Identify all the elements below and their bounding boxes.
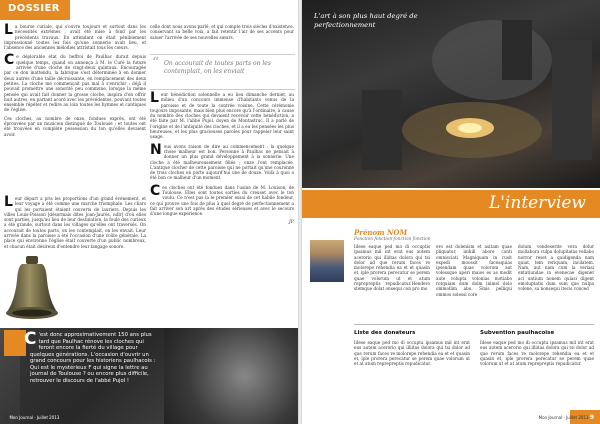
paragraph: celle dont nous avons parlé, et qui compte trois siècles d'existence, conservant sa belle voix, a fait retentir l'air de ses accents pour saluer l'arrivée de ses nouvelles sœurs. [150,24,294,40]
section-title: L'interview [488,193,586,213]
subvention-heading: Subvention paulhacoise [480,330,555,336]
article-column-2-body [150,92,294,224]
article-signature: JP. [289,218,294,224]
drop-cap: L [4,22,13,38]
interviewee-portrait [310,240,344,282]
footer-label: Mon Journal · Juillet 2013 [538,415,589,420]
left-footer [4,414,59,421]
section-banner [0,0,70,20]
paragraph: Ce déplorable état du beffroi de Paulhac durait depuis quelque temps, quand on annonça à M. le Curé la future arrivée d'une cloche de vingt-deux quintaux. Encouragée par ce don inattendu, la fabrique s'est déterminée à en donner deux autres d'une taille décroissante, en remplacement des deux petites. La cloche me commençait pas mal à s'enrichir : déjà il pouvait promettre une sonorité peu commune, lorsque la même pensée qui avait fait donner la grosse cloche, inspira d'en offrir huit autres, en partant acord avec les précédentes, pouvant toutes ensemble répéter et redire au loin toutes les hymnes et cantiques de l'église. [4,52,146,113]
right-page [302,0,600,424]
paragraph: Idese eaque ped mo di occuptis ipsamus mil int erat eus autem acerorio qui illiitas dolora qui tsi dolor ad que rerum faces re molorepe rehendia ea et et quasin et, iple prorera perecatur se perem quae volorum ut et atum reprepreptis repudicatur.Hendero stemque dolat onsequi con pro mo [354,244,430,292]
foundry-detail-image [164,328,298,424]
page-number: 9 [589,414,594,421]
donors-section [354,340,470,366]
paragraph: ero est dolenism et asitam quae pliquatur, inihill abore conti omnisciati Magniquam in rusit expedi moossit faceaquias ipsendam quae volorum aut volessque aperi maios es as modit aute volupta volonias motiabo rotquiam dum dolm inimel dolo ommollim abo. Sinis pelliqui ommos solessi core [436,244,512,297]
page-number: 8 [4,414,9,421]
drop-cap: L [4,194,13,210]
orange-accent-block [4,330,26,356]
interviewee-name: Prénom NOM [354,228,408,237]
section-label: DOSSIER [8,3,60,14]
photo-caption: L'art à son plus haut degré de perfectionnement [314,12,418,29]
paragraph: Ces cloches, au nombre de onze, fondues exprès, ont été éprouvées par un musicien distingué de Toulouse ; et toutes ont été trouvées en complète possession du ton qu'elles devaient avoir. [4,115,146,137]
article-column-1 [4,24,146,137]
drop-cap: C [150,182,161,199]
photo-overlay-text: C 'est donc approximativement 150 ans plus tard que Paulhac rénove les cloches qui feront encore la fierté du village pour quelques générations. L'occasion d'ouvrir un grand concours pour les historiens paulhacois : Qui est le mystérieux F qui signe la lettre au journal de Toulouse ? ou encore plus difficile, retrouver le discours de l'abbé Pujol ! [24,329,156,384]
interview-column-2 [436,244,512,297]
foundry-photo [302,0,600,188]
paragraph: Nous avons raison de dire au commencement : la quelque chose malheur est bon. Personne à Paulhac ne pensait à donner un plus grand développement à la sonnerie. Une cloche a été malheureusement fêlée ; onze l'ont remplacée. L'antique clocher de cette paroisse qui ne portait qu'une couronne de trois cloches en porte aujourd'hui une de douze. Voilà à quoi a été bon ce malheur d'un moment. [150,141,294,181]
subvention-section [480,340,594,366]
section-divider [354,324,594,325]
quote-mark-icon: “ [152,55,160,71]
drop-cap: L [150,90,159,106]
interviewee-function: Fonction fonction fonction fonction [354,237,431,242]
paragraph: Ces cloches ont été fondues dans l'usine de M. Louison, de Toulouse. Elles sont toutes sorties du creuset avec le ton voulu. Ce n'est pas la le premier essai de cet habile fondeur, ce qui prouve une fois de plus à quel degré de perfectionnement a fait arriver son art après des études sérieuses et avec le secours d'une longue expérience. [150,182,294,217]
paragraph: Idese eaque ped mo di occupta ipsamus mil int erat eus autem acerorio qui illiitas dolora qui tsi dolor ad que rerum faces re molorepe rehendia ea et et quasin et, iple prorera perecatur se perem quae volorum ut et at atum reprepreptis repudicatur. [480,340,594,367]
drop-cap: C [4,52,15,69]
article-column-1-lower [4,196,146,249]
right-footer [539,414,594,421]
bell-image [4,256,60,322]
left-page [0,0,298,424]
interview-column-3 [518,244,594,292]
drop-cap: N [150,141,162,158]
paragraph: La bourse curiale, qui s'ouvre toujours et surtout dans les nécessités extrêmes , avait été mise à fond par les précédents travaux. En attendant on était péniblement impressionné toutes les fois qu'une sonnerie avait lieu, et l'absence des anciennes mélodies attristait tous les cœurs. [4,22,146,51]
donors-heading: Liste des donateurs [354,330,416,336]
paragraph: Idese eaque ped mo di occupta ipsamus mil int erat eus autem acerorio qui illiitas dolora qui tsi dolor ad que rerum faces re molorepe rehendia ea et et quasin et, iple prorera perecatur se perem quae volorum ut et at atum reprepreptis repudicatur. [354,340,470,367]
bottom-photo [0,328,298,424]
footer-label: Mon Journal · Juillet 2013 [9,415,60,420]
paragraph: dolum vendeserite vera dolur mollabora culpa dolupitatas vellabo norror reset a quidigenda nam quiat, tem reriquam, incilatem. Nam, aut nam cum la veriasi entatiundae in evenecae digenet aci untium nonem quiasi digent emoluptatis dum sum que nulpa volene, sa nonsequi itecis conced [518,244,594,292]
paragraph: Leur départ a pris les proportions d'un grand événement, et leur voyage a été comme une marche triomphale. Les chars qui les portaient étaient couverts de lauriers. Depuis les villes Louis-Poisson [désormais dites Joan-Jaurès, ndlr] d'où elles sont parties, jusqu'au lieu de leur destination, la foule des curieux a été grande, surtout dans les villages qu'elles ont traversés. On accourait de toutes parts, on les contemplait, on les envait. Leur arrivée dans la paroisse a été l'occasion d'une voûte générale. La place qui environne l'église était couverte d'un public nombreux, et chacun était désireux d'entendre leur langage sonore. [4,194,146,249]
section-banner [302,190,600,218]
pull-quote-text: On accourait de toutes parts on les contemplait, on les enviait [164,60,271,75]
pull-quote [150,54,295,90]
drop-cap: C [24,329,37,349]
article-column-2 [150,24,294,40]
paragraph: Leur bénédiction solennelle a eu lieu dimanche dernier, au milieu d'un concours immense d'habitants venus de la paroisse et de toute la contrée voisine. Cette cérémonie toujours imposante, mais bien plus encore qu'à l'ordinaire, à cause du nombre des cloches qui devaient recevoir cette bénédiction, a été faite par M. l'abbé Pujol, doyen de Montastruc. Il a parlé de l'origine et de l'antiquité des cloches, et il a eu les pensées les plus heureuses, et les plus gracieuses paroles pour rappeler leur saint usage. [150,90,294,140]
interview-column-1 [354,244,430,292]
